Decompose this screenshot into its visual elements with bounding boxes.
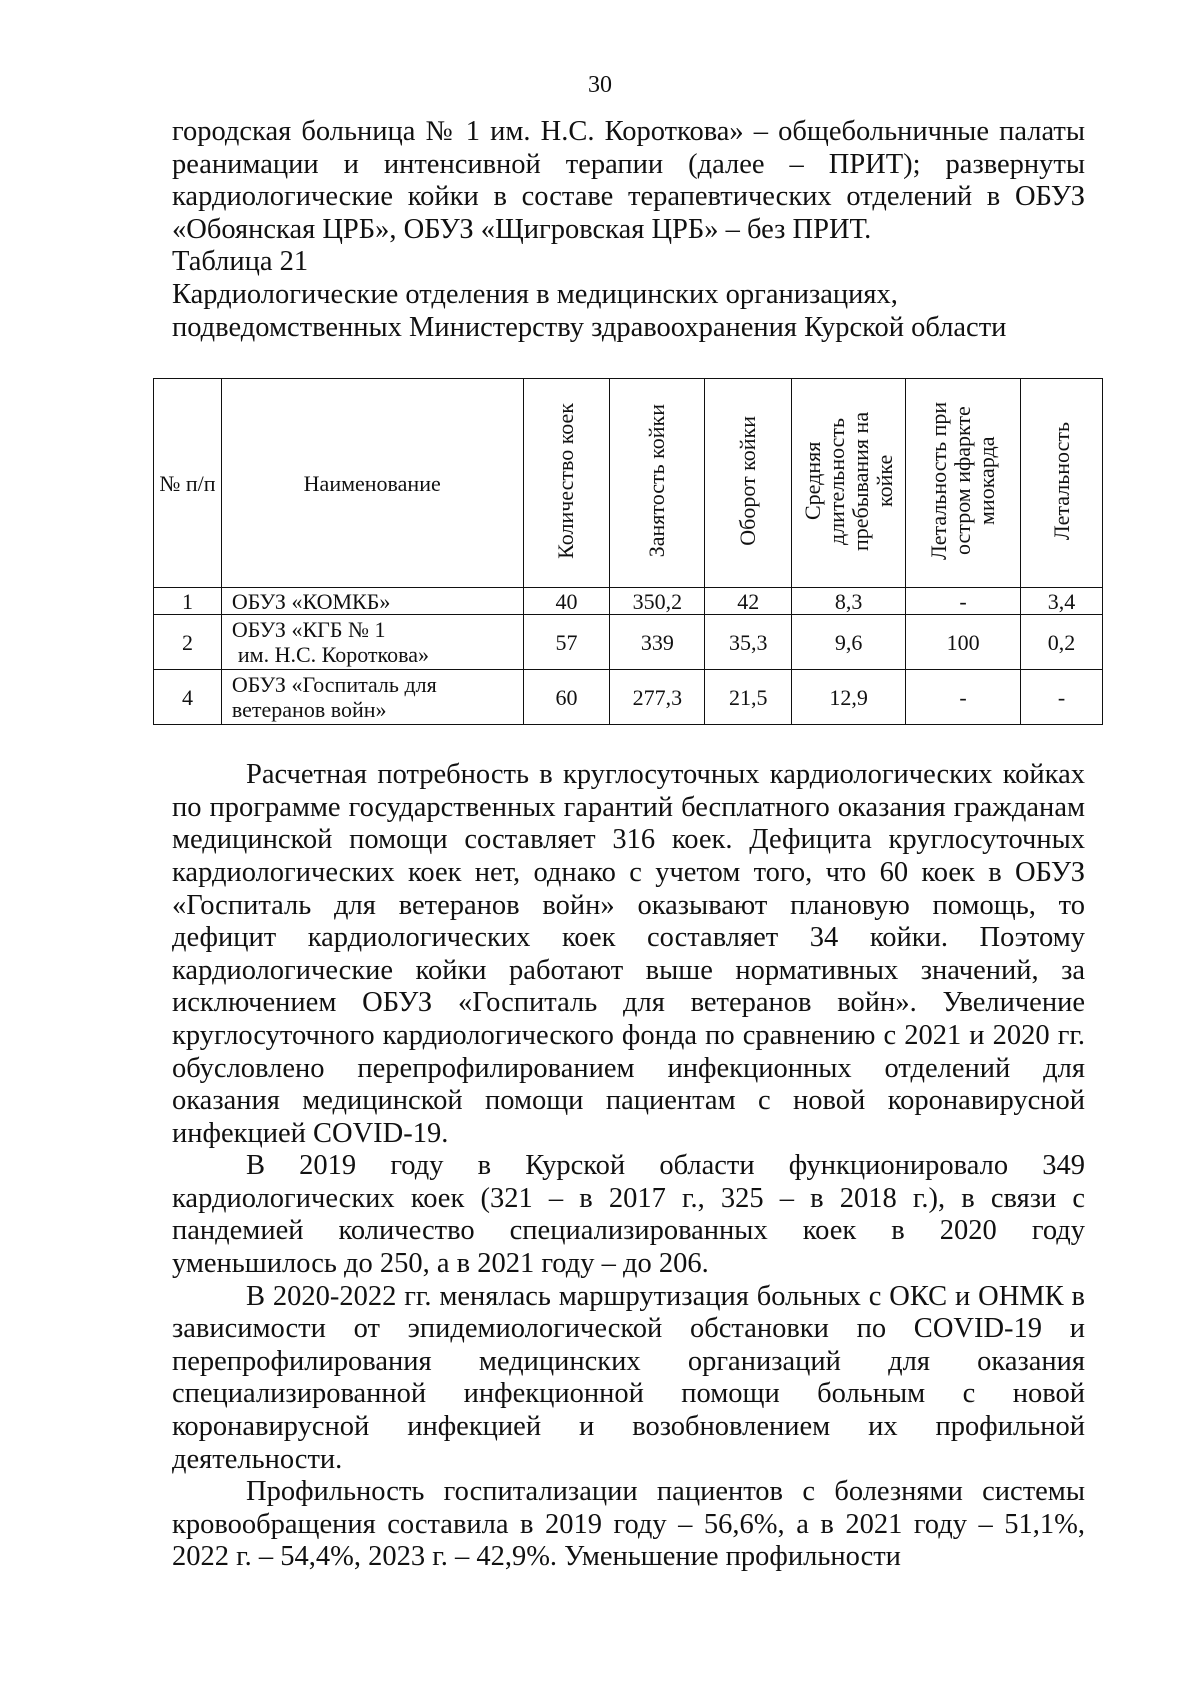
cell-turnover: 35,3 (705, 615, 792, 670)
cell-occupancy: 350,2 (610, 588, 705, 615)
cell-beds: 57 (523, 615, 610, 670)
table-caption-line-2: подведомственных Министерству здравоохранения Курской области (172, 311, 1007, 343)
header-turnover: Оборот койки (705, 379, 792, 588)
table-header-row (154, 379, 1103, 588)
cell-num: 1 (154, 588, 222, 615)
header-mi-mortality: Летальность при остром ифаркте миокарда (906, 379, 1021, 588)
header-beds: Количество коек (523, 379, 610, 588)
body-paragraph: В 2020-2022 гг. менялась маршрутизация больных с ОКС и ОНМК в зависимости от эпидемиологической обстановки по COVID-19 и перепрофилирования медицинских организаций для оказания специализированной инфекционной помощи больным с новой коронавирусной инфекцией и возобновлением их профильной деятельности. (172, 1280, 1085, 1475)
page-number: 30 (588, 72, 612, 98)
header-avg-stay: Средняя длительность пребывания на койке (792, 379, 906, 588)
cell-name (221, 670, 523, 725)
cell-avg-stay: 9,6 (792, 615, 906, 670)
cell-name-line-1: ОБУЗ «КГБ № 1 (231, 617, 386, 643)
cardiology-departments-table (153, 378, 1103, 725)
cell-mortality: 0,2 (1021, 615, 1103, 670)
header-mortality: Летальность (1021, 379, 1103, 588)
cell-avg-stay: 12,9 (792, 670, 906, 725)
cell-turnover: 42 (705, 588, 792, 615)
cell-occupancy: 277,3 (610, 670, 705, 725)
table-row (154, 615, 1103, 670)
cardiology-table-wrapper (153, 378, 1103, 725)
cell-num: 2 (154, 615, 222, 670)
cell-num: 4 (154, 670, 222, 725)
cell-name-line-2: ветеранов войн» (231, 697, 387, 723)
header-occupancy: Занятость койки (610, 379, 705, 588)
cell-name (221, 615, 523, 670)
cell-mi-mortality: 100 (906, 615, 1021, 670)
cell-name: ОБУЗ «КОМКБ» (221, 588, 523, 615)
cell-name-line-1: ОБУЗ «Госпиталь для (231, 672, 437, 698)
cell-mi-mortality: - (906, 670, 1021, 725)
table-label: Таблица 21 (172, 246, 309, 278)
cell-name-line-2: им. Н.С. Короткова» (237, 642, 429, 668)
cell-beds: 40 (523, 588, 610, 615)
document-body (159, 116, 1085, 1574)
table-row (154, 670, 1103, 725)
cell-beds: 60 (523, 670, 610, 725)
table-row (154, 588, 1103, 615)
body-paragraph: В 2019 году в Курской области функционировало 349 кардиологических коек (321 – в 2017 г., 325 – в 2018 г.), в связи с пандемией количество специализированных коек в 2020 году уменьшилось до 250, а в 2021 году – до 206. (172, 1150, 1085, 1280)
table-caption-line-1: Кардиологические отделения в медицинских организациях, (172, 278, 898, 310)
cell-mortality: - (1021, 670, 1103, 725)
header-name: Наименование (221, 379, 523, 588)
cell-mortality: 3,4 (1021, 588, 1103, 615)
body-paragraph: Расчетная потребность в круглосуточных кардиологических койках по программе государственных гарантий бесплатного оказания гражданам медицинской помощи составляет 316 коек. Дефицита круглосуточных кардиологических коек нет, однако с учетом того, что 60 коек в ОБУЗ «Госпиталь для ветеранов войн» оказывают плановую помощь, то дефицит кардиологических коек составляет 34 койки. Поэтому кардиологические койки работают выше нормативных значений, за исключением ОБУЗ «Госпиталь для ветеранов войн». Увеличение круглосуточного кардиологического фонда по сравнению с 2021 и 2020 гг. обусловлено перепрофилированием инфекционных отделений для оказания медицинской помощи пациентам с новой коронавирусной инфекцией COVID-19. (172, 759, 1085, 1149)
cell-mi-mortality: - (906, 588, 1021, 615)
intro-paragraph: городская больница № 1 им. Н.С. Короткова» – общебольничные палаты реанимации и интенсивной терапии (далее – ПРИТ); развернуты кардиологические койки в составе терапевтических отделений в ОБУЗ «Обоянская ЦРБ», ОБУЗ «Щигровская ЦРБ» – без ПРИТ. (172, 116, 1085, 245)
cell-occupancy: 339 (610, 615, 705, 670)
cell-avg-stay: 8,3 (792, 588, 906, 615)
body-paragraph: Профильность госпитализации пациентов с болезнями системы кровообращения составила в 2019 году – 56,6%, а в 2021 году – 51,1%, 2022 г. – 54,4%, 2023 г. – 42,9%. Уменьшение профильности (172, 1476, 1085, 1573)
header-num: № п/п (154, 379, 222, 588)
cell-turnover: 21,5 (705, 670, 792, 725)
